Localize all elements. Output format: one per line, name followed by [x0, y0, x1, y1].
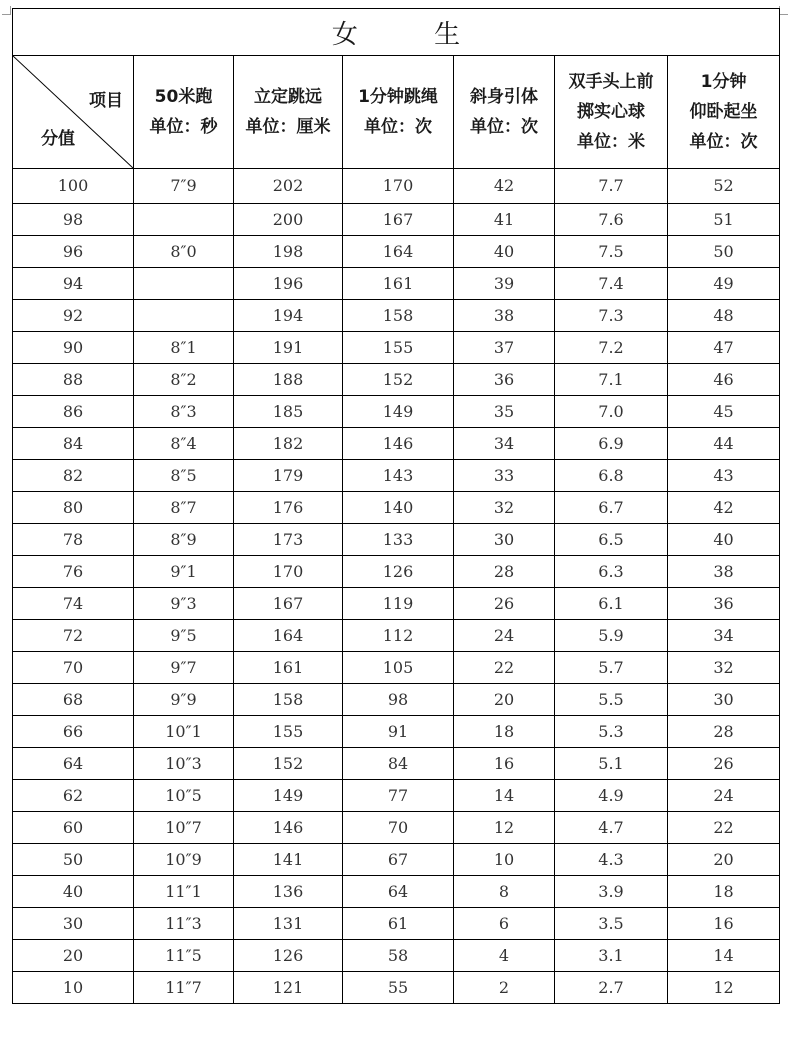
score-table-body — [13, 169, 780, 1004]
rope-skipping-cell: 146 — [343, 428, 454, 460]
run-50m-cell: 8″0 — [134, 236, 234, 268]
rope-skipping-cell: 133 — [343, 524, 454, 556]
score-cell: 60 — [13, 812, 134, 844]
corner-score-label: 分值 — [41, 129, 75, 149]
ball-throw-cell: 6.1 — [555, 588, 668, 620]
ball-throw-cell: 7.5 — [555, 236, 668, 268]
score-cell: 92 — [13, 300, 134, 332]
sit-ups-cell: 14 — [668, 940, 780, 972]
table-row — [13, 908, 780, 940]
sit-ups-cell: 20 — [668, 844, 780, 876]
pull-up-cell: 18 — [454, 716, 555, 748]
rope-skipping-cell: 77 — [343, 780, 454, 812]
long-jump-cell: 164 — [234, 620, 343, 652]
pull-up-cell: 16 — [454, 748, 555, 780]
long-jump-cell: 196 — [234, 268, 343, 300]
long-jump-cell: 173 — [234, 524, 343, 556]
table-row — [13, 300, 780, 332]
pull-up-cell: 8 — [454, 876, 555, 908]
rope-skipping-cell: 112 — [343, 620, 454, 652]
table-row — [13, 396, 780, 428]
rope-skipping-cell: 61 — [343, 908, 454, 940]
long-jump-cell: 176 — [234, 492, 343, 524]
rope-skipping-cell: 161 — [343, 268, 454, 300]
run-50m-cell: 8″7 — [134, 492, 234, 524]
sit-ups-cell: 30 — [668, 684, 780, 716]
long-jump-cell: 136 — [234, 876, 343, 908]
score-cell: 100 — [13, 169, 134, 204]
long-jump-cell: 200 — [234, 204, 343, 236]
pull-up-cell: 24 — [454, 620, 555, 652]
table-row — [13, 844, 780, 876]
sit-ups-cell: 18 — [668, 876, 780, 908]
table-row — [13, 492, 780, 524]
sit-ups-cell: 26 — [668, 748, 780, 780]
pull-up-cell: 10 — [454, 844, 555, 876]
long-jump-cell: 131 — [234, 908, 343, 940]
rope-skipping-cell: 164 — [343, 236, 454, 268]
rope-skipping-cell: 84 — [343, 748, 454, 780]
pull-up-cell: 42 — [454, 169, 555, 204]
sit-ups-cell: 46 — [668, 364, 780, 396]
ball-throw-cell: 3.5 — [555, 908, 668, 940]
long-jump-cell: 121 — [234, 972, 343, 1004]
long-jump-cell: 141 — [234, 844, 343, 876]
ball-throw-cell: 7.6 — [555, 204, 668, 236]
sit-ups-cell: 38 — [668, 556, 780, 588]
table-row — [13, 684, 780, 716]
ball-throw-cell: 5.1 — [555, 748, 668, 780]
long-jump-cell: 170 — [234, 556, 343, 588]
run-50m-cell: 10″7 — [134, 812, 234, 844]
long-jump-cell: 161 — [234, 652, 343, 684]
sit-ups-cell: 36 — [668, 588, 780, 620]
pull-up-cell: 12 — [454, 812, 555, 844]
run-50m-cell: 8″4 — [134, 428, 234, 460]
run-50m-cell: 8″3 — [134, 396, 234, 428]
ball-throw-cell: 7.1 — [555, 364, 668, 396]
sit-ups-cell: 32 — [668, 652, 780, 684]
ball-throw-cell: 6.9 — [555, 428, 668, 460]
header-standing-long-jump: 立定跳远 单位：厘米 — [234, 56, 343, 169]
long-jump-cell: 149 — [234, 780, 343, 812]
rope-skipping-cell: 152 — [343, 364, 454, 396]
run-50m-cell: 9″9 — [134, 684, 234, 716]
run-50m-cell: 10″3 — [134, 748, 234, 780]
run-50m-cell: 10″1 — [134, 716, 234, 748]
table-row — [13, 940, 780, 972]
score-cell: 78 — [13, 524, 134, 556]
run-50m-cell: 9″3 — [134, 588, 234, 620]
run-50m-cell: 10″5 — [134, 780, 234, 812]
long-jump-cell: 152 — [234, 748, 343, 780]
long-jump-cell: 126 — [234, 940, 343, 972]
long-jump-cell: 167 — [234, 588, 343, 620]
score-cell: 76 — [13, 556, 134, 588]
ball-throw-cell: 4.3 — [555, 844, 668, 876]
rope-skipping-cell: 126 — [343, 556, 454, 588]
pull-up-cell: 20 — [454, 684, 555, 716]
ball-throw-cell: 5.3 — [555, 716, 668, 748]
pull-up-cell: 40 — [454, 236, 555, 268]
rope-skipping-cell: 119 — [343, 588, 454, 620]
rope-skipping-cell: 140 — [343, 492, 454, 524]
run-50m-cell: 9″7 — [134, 652, 234, 684]
pull-up-cell: 28 — [454, 556, 555, 588]
score-cell: 30 — [13, 908, 134, 940]
sit-ups-cell: 47 — [668, 332, 780, 364]
pull-up-cell: 14 — [454, 780, 555, 812]
score-cell: 10 — [13, 972, 134, 1004]
ball-throw-cell: 3.1 — [555, 940, 668, 972]
long-jump-cell: 155 — [234, 716, 343, 748]
table-row — [13, 428, 780, 460]
rope-skipping-cell: 167 — [343, 204, 454, 236]
long-jump-cell: 185 — [234, 396, 343, 428]
pull-up-cell: 35 — [454, 396, 555, 428]
rope-skipping-cell: 149 — [343, 396, 454, 428]
ball-throw-cell: 5.5 — [555, 684, 668, 716]
table-row — [13, 812, 780, 844]
pull-up-cell: 26 — [454, 588, 555, 620]
run-50m-cell: 7″9 — [134, 169, 234, 204]
table-row — [13, 169, 780, 204]
sit-ups-cell: 48 — [668, 300, 780, 332]
run-50m-cell: 11″3 — [134, 908, 234, 940]
corner-item-label: 项目 — [89, 91, 123, 111]
pull-up-cell: 38 — [454, 300, 555, 332]
score-cell: 40 — [13, 876, 134, 908]
long-jump-cell: 179 — [234, 460, 343, 492]
sit-ups-cell: 12 — [668, 972, 780, 1004]
run-50m-cell — [134, 268, 234, 300]
table-row — [13, 364, 780, 396]
run-50m-cell: 11″7 — [134, 972, 234, 1004]
score-cell: 88 — [13, 364, 134, 396]
table-row — [13, 876, 780, 908]
table-row — [13, 620, 780, 652]
pull-up-cell: 34 — [454, 428, 555, 460]
rope-skipping-cell: 70 — [343, 812, 454, 844]
pull-up-cell: 39 — [454, 268, 555, 300]
rope-skipping-cell: 91 — [343, 716, 454, 748]
ball-throw-cell: 3.9 — [555, 876, 668, 908]
ball-throw-cell: 6.8 — [555, 460, 668, 492]
long-jump-cell: 202 — [234, 169, 343, 204]
pull-up-cell: 33 — [454, 460, 555, 492]
ball-throw-cell: 7.7 — [555, 169, 668, 204]
pull-up-cell: 2 — [454, 972, 555, 1004]
table-row — [13, 716, 780, 748]
score-cell: 98 — [13, 204, 134, 236]
score-cell: 64 — [13, 748, 134, 780]
score-cell: 68 — [13, 684, 134, 716]
ball-throw-cell: 6.7 — [555, 492, 668, 524]
score-table — [12, 8, 780, 1004]
sit-ups-cell: 22 — [668, 812, 780, 844]
score-cell: 96 — [13, 236, 134, 268]
run-50m-cell: 8″2 — [134, 364, 234, 396]
run-50m-cell: 11″1 — [134, 876, 234, 908]
pull-up-cell: 36 — [454, 364, 555, 396]
pull-up-cell: 6 — [454, 908, 555, 940]
run-50m-cell: 9″5 — [134, 620, 234, 652]
sit-ups-cell: 49 — [668, 268, 780, 300]
header-50m-run: 50米跑 单位：秒 — [134, 56, 234, 169]
rope-skipping-cell: 155 — [343, 332, 454, 364]
long-jump-cell: 188 — [234, 364, 343, 396]
run-50m-cell — [134, 204, 234, 236]
sit-ups-cell: 50 — [668, 236, 780, 268]
rope-skipping-cell: 55 — [343, 972, 454, 1004]
rope-skipping-cell: 158 — [343, 300, 454, 332]
score-cell: 62 — [13, 780, 134, 812]
sit-ups-cell: 40 — [668, 524, 780, 556]
run-50m-cell: 8″1 — [134, 332, 234, 364]
sit-ups-cell: 16 — [668, 908, 780, 940]
rope-skipping-cell: 58 — [343, 940, 454, 972]
table-row — [13, 236, 780, 268]
score-cell: 84 — [13, 428, 134, 460]
pull-up-cell: 30 — [454, 524, 555, 556]
page-corner-mark — [2, 6, 11, 15]
ball-throw-cell: 2.7 — [555, 972, 668, 1004]
table-row — [13, 460, 780, 492]
run-50m-cell: 8″9 — [134, 524, 234, 556]
rope-skipping-cell: 67 — [343, 844, 454, 876]
score-cell: 74 — [13, 588, 134, 620]
rope-skipping-cell: 170 — [343, 169, 454, 204]
run-50m-cell — [134, 300, 234, 332]
score-cell: 20 — [13, 940, 134, 972]
score-cell: 94 — [13, 268, 134, 300]
sit-ups-cell: 42 — [668, 492, 780, 524]
long-jump-cell: 182 — [234, 428, 343, 460]
ball-throw-cell: 5.9 — [555, 620, 668, 652]
sit-ups-cell: 51 — [668, 204, 780, 236]
header-inclined-pull-up: 斜身引体 单位：次 — [454, 56, 555, 169]
table-row — [13, 748, 780, 780]
score-cell: 82 — [13, 460, 134, 492]
sit-ups-cell: 52 — [668, 169, 780, 204]
ball-throw-cell: 7.3 — [555, 300, 668, 332]
ball-throw-cell: 4.9 — [555, 780, 668, 812]
long-jump-cell: 146 — [234, 812, 343, 844]
ball-throw-cell: 6.5 — [555, 524, 668, 556]
sit-ups-cell: 44 — [668, 428, 780, 460]
table-row — [13, 972, 780, 1004]
score-cell: 80 — [13, 492, 134, 524]
page-corner-mark — [779, 6, 788, 15]
sit-ups-cell: 28 — [668, 716, 780, 748]
table-title: 女 生 — [13, 9, 780, 56]
long-jump-cell: 191 — [234, 332, 343, 364]
rope-skipping-cell: 98 — [343, 684, 454, 716]
run-50m-cell: 8″5 — [134, 460, 234, 492]
ball-throw-cell: 6.3 — [555, 556, 668, 588]
pull-up-cell: 4 — [454, 940, 555, 972]
ball-throw-cell: 4.7 — [555, 812, 668, 844]
score-cell: 66 — [13, 716, 134, 748]
header-medicine-ball-throw: 双手头上前 掷实心球 单位：米 — [555, 56, 668, 169]
pull-up-cell: 37 — [454, 332, 555, 364]
score-cell: 72 — [13, 620, 134, 652]
sit-ups-cell: 45 — [668, 396, 780, 428]
table-row — [13, 524, 780, 556]
sit-ups-cell: 34 — [668, 620, 780, 652]
ball-throw-cell: 7.0 — [555, 396, 668, 428]
table-row — [13, 332, 780, 364]
table-row — [13, 588, 780, 620]
score-cell: 50 — [13, 844, 134, 876]
rope-skipping-cell: 64 — [343, 876, 454, 908]
run-50m-cell: 10″9 — [134, 844, 234, 876]
header-row — [13, 56, 780, 169]
score-cell: 90 — [13, 332, 134, 364]
rope-skipping-cell: 105 — [343, 652, 454, 684]
long-jump-cell: 194 — [234, 300, 343, 332]
long-jump-cell: 158 — [234, 684, 343, 716]
table-row — [13, 780, 780, 812]
ball-throw-cell: 7.4 — [555, 268, 668, 300]
pull-up-cell: 32 — [454, 492, 555, 524]
header-1min-rope-skipping: 1分钟跳绳 单位：次 — [343, 56, 454, 169]
header-1min-sit-ups: 1分钟 仰卧起坐 单位：次 — [668, 56, 780, 169]
score-cell: 86 — [13, 396, 134, 428]
ball-throw-cell: 7.2 — [555, 332, 668, 364]
table-row — [13, 268, 780, 300]
table-row — [13, 556, 780, 588]
diagonal-header-cell — [13, 56, 134, 169]
run-50m-cell: 9″1 — [134, 556, 234, 588]
table-row — [13, 204, 780, 236]
run-50m-cell: 11″5 — [134, 940, 234, 972]
sit-ups-cell: 24 — [668, 780, 780, 812]
table-row — [13, 652, 780, 684]
ball-throw-cell: 5.7 — [555, 652, 668, 684]
sit-ups-cell: 43 — [668, 460, 780, 492]
pull-up-cell: 41 — [454, 204, 555, 236]
long-jump-cell: 198 — [234, 236, 343, 268]
rope-skipping-cell: 143 — [343, 460, 454, 492]
pull-up-cell: 22 — [454, 652, 555, 684]
score-cell: 70 — [13, 652, 134, 684]
